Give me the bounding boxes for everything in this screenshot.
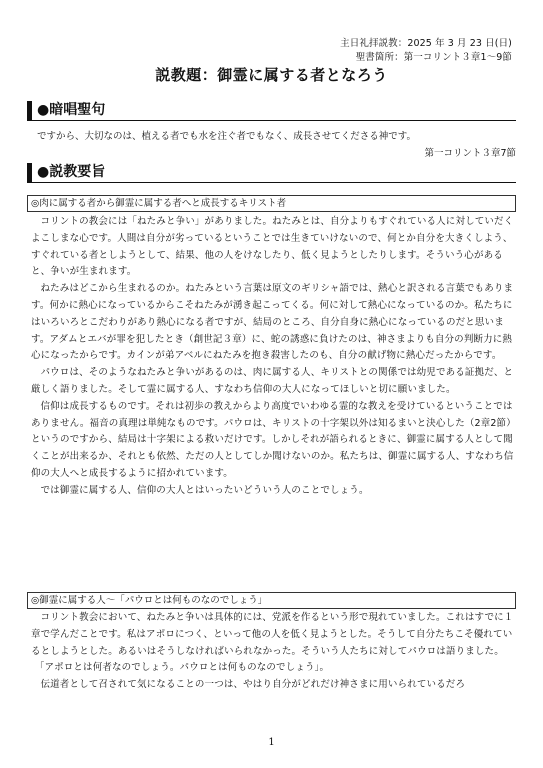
- part1-paragraph: ねたみはどこから生まれるのか。ねたみという言葉は原文のギリシャ語では、熱心と訳される言葉でもあります。何かに熱心になっているからこそねたみが湧き起こってくる。何に対して熱心になっているのか。私たちにはいろいろとこだわりがあり熱心になる者ですが、結局のところ、自分自身に熱心になっているのだと思います。アダムとエバが罪を犯したとき（創世記３章）に、蛇の誘惑に負けたのは、神さまよりも自分の判断力に熱心になったからです。カインが弟アベルにねたみを抱き殺害したのも、自分の献げ物に熱心だったからです。: [31, 283, 514, 362]
- part1-body: [31, 214, 515, 500]
- recitation-verse-reference: 第一コリント３章7節: [424, 148, 516, 159]
- part1-paragraph: 信仰は成長するものです。それは初歩の教えからより高度でいわゆる霊的な教えを受けているということではありません。福音の真理は単純なものです。パウロは、キリストの十字架以外は知るまいと決心した（2章2節）というのですから、結局は十字架による救いだけです。しかしそれが語られるときに、御霊に属する人として聞くことが出来るか、それとも依然、ただの人としてしか聞けないのか。私たちは、御霊に属する人、すなわち信仰の大人へと成長するように招かれています。: [31, 400, 514, 479]
- part1-paragraph: では御霊に属する人、信仰の大人とはいったいどういう人のことでしょう。: [40, 484, 369, 496]
- part1-heading: ◎肉に属する者から御霊に属する者へと成長するキリスト者: [27, 195, 516, 212]
- service-date: 主日礼拝説教：2025 年 3 月 23 日(日): [340, 38, 512, 49]
- part1-paragraph: パウロは、そのようなねたみと争いがあるのは、肉に属する人、キリストとの関係では幼児である証拠だ、と厳しく語りました。そして霊に属する人、すなわち信仰の大人になってほしいと切に願いました。: [31, 367, 514, 395]
- part2-body: [31, 610, 515, 694]
- part2-paragraph: コリント教会において、ねたみと争いは具体的には、党派を作るという形で現れていました。これはすでに１章で学んだことです。私はアポロにつく、といって他の人を低く見ようとした。そうして自分たちこそ優れているとしようとした。あるいはそうしなければいられなかった。そういう人たちに対してパウロは語りました。: [31, 612, 514, 657]
- sermon-title: 説教題：御霊に属する者となろう: [155, 66, 388, 84]
- scripture-reference: 聖書箇所：第一コリント３章1～9節: [355, 52, 512, 63]
- page-number: 1: [268, 737, 275, 748]
- recitation-heading: ●暗唱聖句: [27, 101, 516, 121]
- part2-heading: ◎御霊に属する人～「パウロとは何ものなのでしょう」: [27, 592, 516, 609]
- recitation-verse: ですから、大切なのは、植える者でも水を注ぐ者でもなく、成長させてくださる神です。: [37, 131, 417, 142]
- part1-paragraph: コリントの教会には「ねたみと争い」がありました。ねたみとは、自分よりもすぐれている人に対していだくよこしまな心です。人間は自分が劣っているということでは生きていけないので、何とか自分を大きくしよう、すぐれている者としようとして、結果、他の人をけなしたり、低く見ようとしたりします。そういう心があると、争いが生まれます。: [31, 216, 514, 278]
- summary-heading: ●説教要旨: [27, 163, 516, 183]
- part2-quote: 「アポロとは何者なのでしょう。パウロとは何ものなのでしょう」。: [34, 662, 330, 674]
- part2-paragraph: 伝道者として召されて気になることの一つは、やはり自分がどれだけ神さまに用いられているだろ: [40, 679, 466, 691]
